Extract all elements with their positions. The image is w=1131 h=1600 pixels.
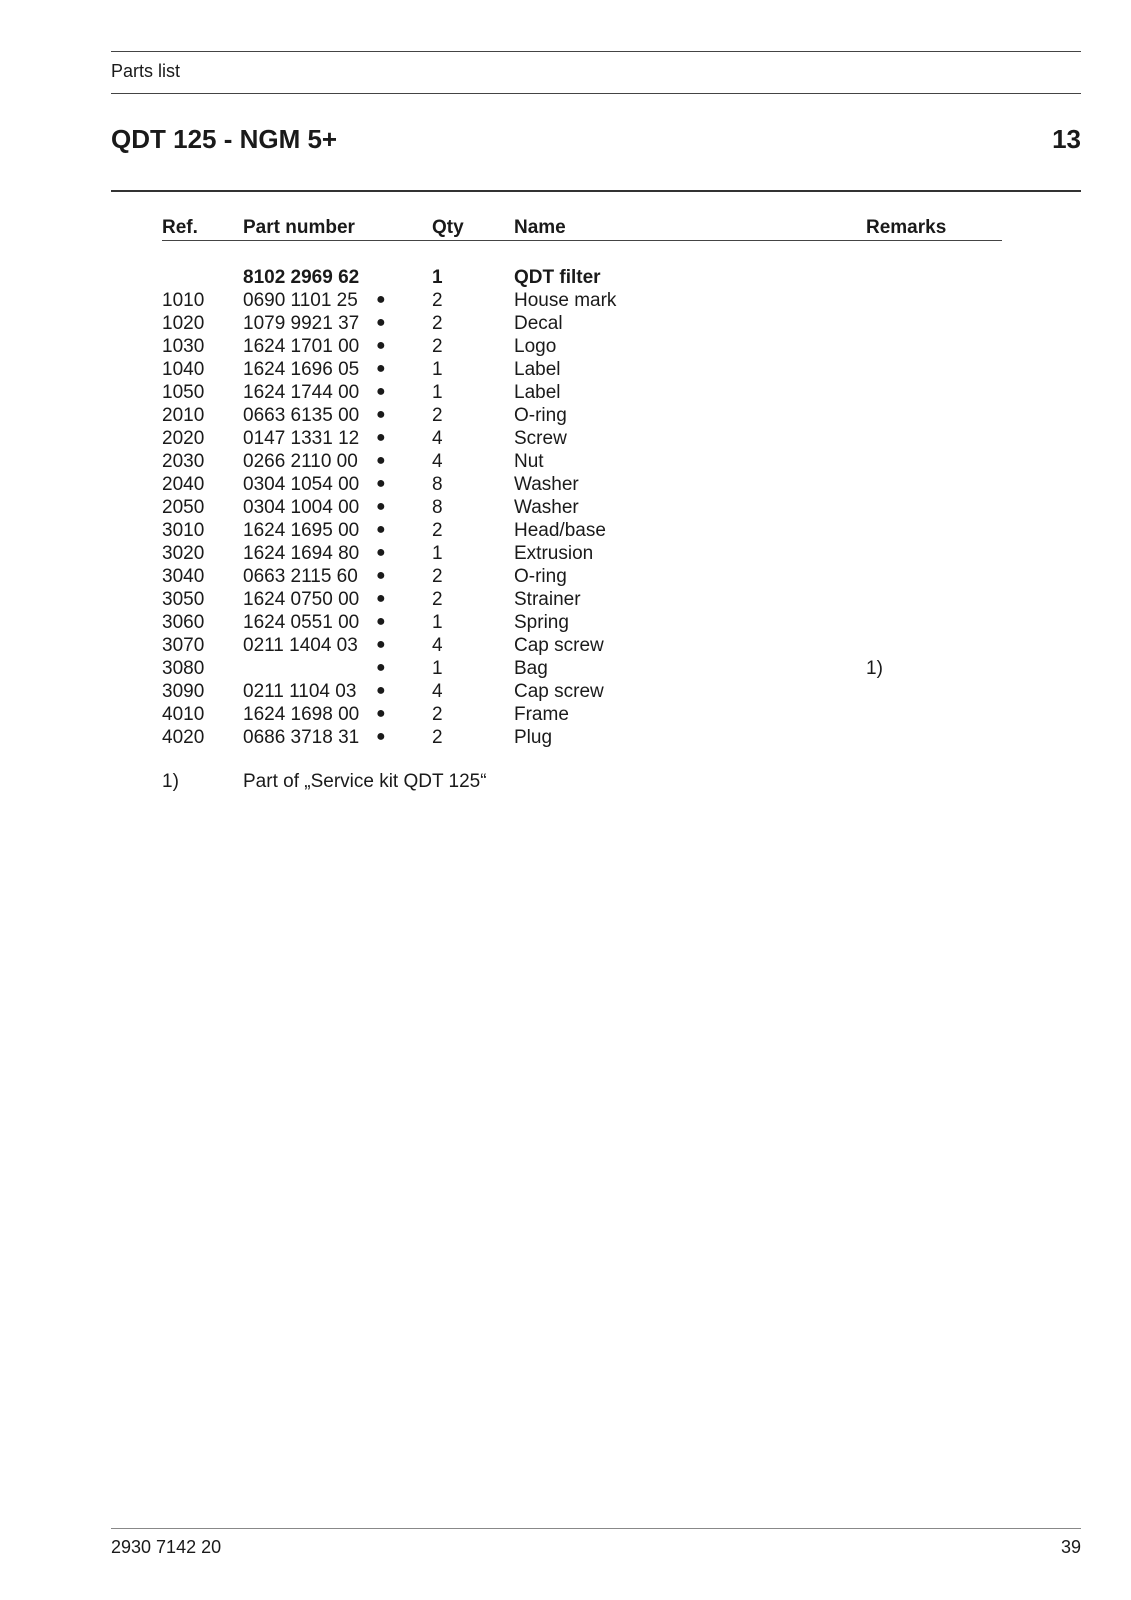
cell-ref: 3070 <box>162 635 205 656</box>
cell-qty: 4 <box>432 451 443 472</box>
cell-qty: 2 <box>432 405 443 426</box>
cell-part-number: 1079 9921 37 <box>243 313 360 334</box>
cell-ref: 2040 <box>162 474 205 495</box>
cell-name: Washer <box>514 497 579 518</box>
table-row <box>0 543 1131 566</box>
cell-ref: 2020 <box>162 428 205 449</box>
cell-marker: ● <box>376 291 386 308</box>
cell-qty: 2 <box>432 336 443 357</box>
cell-part-number: 0211 1104 03 <box>243 681 357 702</box>
cell-name: Decal <box>514 313 563 334</box>
assembly-part-number: 8102 2969 62 <box>243 267 360 288</box>
cell-marker: ● <box>376 521 386 538</box>
cell-qty: 2 <box>432 290 443 311</box>
cell-part-number: 0304 1004 00 <box>243 497 360 518</box>
table-row <box>0 681 1131 704</box>
cell-name: Head/base <box>514 520 606 541</box>
header-label: Parts list <box>111 61 181 81</box>
cell-part-number: 0211 1404 03 <box>243 635 358 656</box>
cell-part-number: 0663 6135 00 <box>243 405 360 426</box>
table-row <box>0 313 1131 336</box>
cell-qty: 4 <box>432 681 443 702</box>
table-row <box>0 658 1131 681</box>
cell-name: Cap screw <box>514 681 604 702</box>
cell-ref: 3090 <box>162 681 205 702</box>
cell-marker: ● <box>376 337 386 354</box>
table-row <box>0 520 1131 543</box>
cell-name: Label <box>514 359 561 380</box>
cell-name: House mark <box>514 290 617 311</box>
table-row <box>0 704 1131 727</box>
cell-name: Cap screw <box>514 635 604 656</box>
column-header-ref: Ref. <box>162 217 198 238</box>
cell-ref: 1030 <box>162 336 205 357</box>
cell-part-number: 0663 2115 60 <box>243 566 358 587</box>
cell-part-number: 1624 0551 00 <box>243 612 360 633</box>
cell-ref: 3040 <box>162 566 205 587</box>
cell-ref: 3010 <box>162 520 205 541</box>
footnote <box>0 771 1131 794</box>
cell-marker: ● <box>376 705 386 722</box>
cell-marker: ● <box>376 544 386 561</box>
assembly-qty: 1 <box>432 267 443 288</box>
cell-ref: 2010 <box>162 405 205 426</box>
cell-part-number: 1624 0750 00 <box>243 589 360 610</box>
cell-marker: ● <box>376 314 386 331</box>
cell-name: O-ring <box>514 566 567 587</box>
table-row <box>0 290 1131 313</box>
table-row <box>0 405 1131 428</box>
cell-name: Nut <box>514 451 544 472</box>
column-header-part-number: Part number <box>243 217 355 238</box>
cell-marker: ● <box>376 590 386 607</box>
cell-qty: 2 <box>432 589 443 610</box>
cell-qty: 1 <box>432 612 443 633</box>
column-header-qty: Qty <box>432 217 464 238</box>
table-row <box>0 612 1131 635</box>
cell-marker: ● <box>376 728 386 745</box>
cell-part-number: 0266 2110 00 <box>243 451 358 472</box>
cell-part-number: 0690 1101 25 <box>243 290 358 311</box>
footer-doc-number: 2930 7142 20 <box>111 1537 222 1557</box>
cell-name: Strainer <box>514 589 581 610</box>
cell-qty: 4 <box>432 428 443 449</box>
cell-marker: ● <box>376 452 386 469</box>
cell-marker: ● <box>376 360 386 377</box>
cell-marker: ● <box>376 613 386 630</box>
cell-part-number: 1624 1744 00 <box>243 382 360 403</box>
cell-qty: 8 <box>432 474 443 495</box>
cell-part-number: 1624 1696 05 <box>243 359 360 380</box>
cell-qty: 4 <box>432 635 443 656</box>
cell-name: Label <box>514 382 561 403</box>
cell-ref: 3020 <box>162 543 205 564</box>
page-title: QDT 125 - NGM 5+ <box>111 124 338 154</box>
cell-name: O-ring <box>514 405 567 426</box>
footnote-mark: 1) <box>162 771 179 792</box>
cell-part-number: 1624 1695 00 <box>243 520 360 541</box>
cell-name: Frame <box>514 704 569 725</box>
cell-ref: 1010 <box>162 290 205 311</box>
cell-qty: 1 <box>432 543 443 564</box>
cell-name: Screw <box>514 428 567 449</box>
table-row <box>0 382 1131 405</box>
cell-name: Washer <box>514 474 579 495</box>
footer-rule <box>111 1528 1081 1529</box>
table-row <box>0 566 1131 589</box>
table-row <box>0 497 1131 520</box>
cell-ref: 4020 <box>162 727 205 748</box>
cell-part-number: 0686 3718 31 <box>243 727 360 748</box>
column-header-remarks: Remarks <box>866 217 947 238</box>
cell-ref: 3060 <box>162 612 205 633</box>
cell-qty: 1 <box>432 658 443 679</box>
table-row <box>0 635 1131 658</box>
title-rule <box>111 190 1081 192</box>
cell-marker: ● <box>376 567 386 584</box>
cell-name: Logo <box>514 336 557 357</box>
top-rule <box>111 51 1081 52</box>
cell-ref: 3080 <box>162 658 205 679</box>
column-header-name: Name <box>514 217 566 238</box>
footer-page-number: 39 <box>1060 1537 1081 1557</box>
assembly-name: QDT filter <box>514 267 601 288</box>
column-header-rule <box>162 240 1002 241</box>
cell-qty: 2 <box>432 727 443 748</box>
cell-marker: ● <box>376 498 386 515</box>
cell-ref: 1050 <box>162 382 205 403</box>
table-row <box>0 359 1131 382</box>
header-rule <box>111 93 1081 94</box>
cell-marker: ● <box>376 659 386 676</box>
cell-qty: 2 <box>432 313 443 334</box>
table-row <box>0 589 1131 612</box>
cell-marker: ● <box>376 406 386 423</box>
table-row <box>0 451 1131 474</box>
cell-remarks: 1) <box>866 658 883 679</box>
cell-name: Spring <box>514 612 569 633</box>
section-number: 13 <box>1052 124 1081 154</box>
cell-part-number: 0147 1331 12 <box>243 428 360 449</box>
cell-marker: ● <box>376 475 386 492</box>
cell-name: Bag <box>514 658 548 679</box>
cell-marker: ● <box>376 429 386 446</box>
cell-ref: 3050 <box>162 589 205 610</box>
cell-part-number: 1624 1694 80 <box>243 543 360 564</box>
cell-ref: 4010 <box>162 704 205 725</box>
cell-marker: ● <box>376 636 386 653</box>
cell-ref: 2030 <box>162 451 205 472</box>
cell-marker: ● <box>376 383 386 400</box>
assembly-row <box>0 267 1131 290</box>
cell-ref: 2050 <box>162 497 205 518</box>
table-row <box>0 336 1131 359</box>
cell-ref: 1020 <box>162 313 205 334</box>
cell-marker: ● <box>376 682 386 699</box>
cell-name: Extrusion <box>514 543 594 564</box>
cell-part-number: 1624 1701 00 <box>243 336 360 357</box>
cell-qty: 2 <box>432 520 443 541</box>
cell-part-number: 0304 1054 00 <box>243 474 360 495</box>
table-row <box>0 727 1131 750</box>
cell-qty: 1 <box>432 382 443 403</box>
cell-qty: 8 <box>432 497 443 518</box>
cell-part-number: 1624 1698 00 <box>243 704 360 725</box>
cell-qty: 2 <box>432 704 443 725</box>
cell-name: Plug <box>514 727 553 748</box>
table-row <box>0 428 1131 451</box>
footnote-text: Part of „Service kit QDT 125“ <box>243 771 487 792</box>
cell-ref: 1040 <box>162 359 205 380</box>
cell-qty: 2 <box>432 566 443 587</box>
cell-qty: 1 <box>432 359 443 380</box>
table-row <box>0 474 1131 497</box>
